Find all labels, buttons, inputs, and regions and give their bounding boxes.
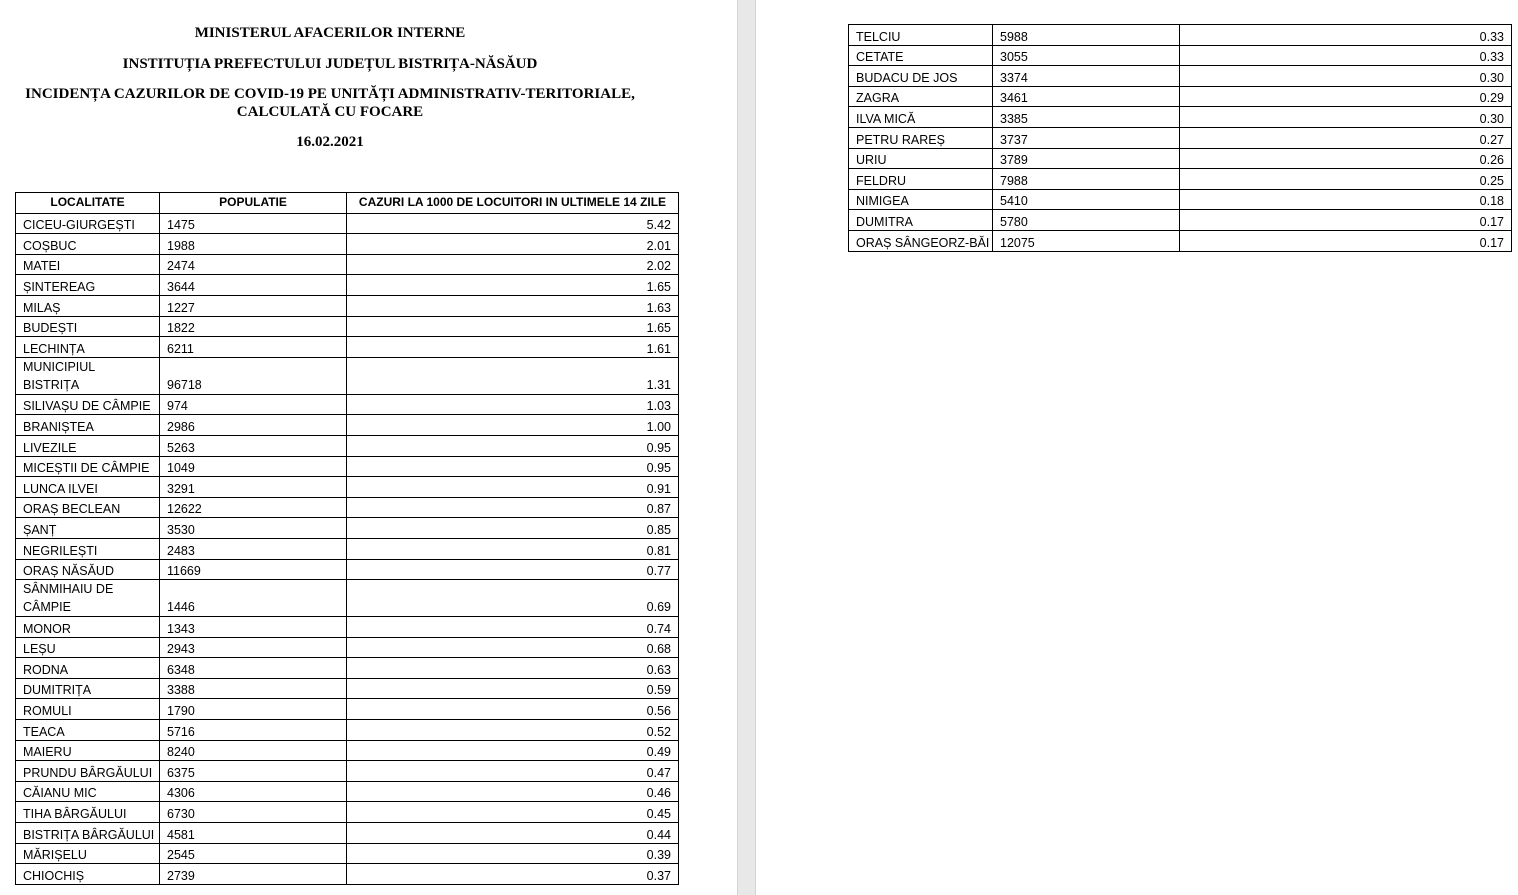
table-row — [16, 234, 679, 255]
cell-cazuri: 0.63 — [347, 658, 679, 679]
table-row — [16, 518, 679, 539]
cell-cazuri: 0.52 — [347, 720, 679, 741]
table-row — [16, 275, 679, 296]
cell-populatie: 2474 — [160, 254, 347, 275]
cell-cazuri: 0.44 — [347, 823, 679, 844]
cell-localitate: ROMULI — [16, 699, 160, 720]
cell-cazuri: 0.69 — [347, 580, 679, 617]
cell-cazuri: 0.81 — [347, 538, 679, 559]
table-row — [849, 230, 1512, 251]
cell-cazuri: 0.87 — [347, 497, 679, 518]
cell-localitate: MUNICIPIUL BISTRIȚA — [16, 357, 160, 394]
cell-populatie: 6348 — [160, 658, 347, 679]
table-row — [16, 637, 679, 658]
column-header-populatie: POPULATIE — [160, 193, 347, 214]
table-row — [849, 127, 1512, 148]
cell-cazuri: 0.25 — [1180, 169, 1512, 190]
table-row — [16, 720, 679, 741]
cell-cazuri: 0.68 — [347, 637, 679, 658]
table-row — [849, 25, 1512, 46]
cell-cazuri: 0.49 — [347, 740, 679, 761]
cell-localitate: MAIERU — [16, 740, 160, 761]
cell-localitate: NIMIGEA — [849, 189, 993, 210]
cell-localitate: PETRU RAREȘ — [849, 127, 993, 148]
cell-cazuri: 0.59 — [347, 678, 679, 699]
cell-cazuri: 0.39 — [347, 843, 679, 864]
cell-cazuri: 0.17 — [1180, 210, 1512, 231]
cell-populatie: 96718 — [160, 357, 347, 394]
table-row — [16, 740, 679, 761]
cell-populatie: 2545 — [160, 843, 347, 864]
cell-populatie: 2943 — [160, 637, 347, 658]
cell-populatie: 11669 — [160, 559, 347, 580]
cell-localitate: ORAȘ SÂNGEORZ-BĂI — [849, 230, 993, 251]
cell-cazuri: 1.65 — [347, 316, 679, 337]
table-row — [849, 189, 1512, 210]
cell-populatie: 1343 — [160, 617, 347, 638]
table-row — [16, 559, 679, 580]
cell-populatie: 4306 — [160, 781, 347, 802]
cell-populatie: 2483 — [160, 538, 347, 559]
cell-localitate: ORAȘ BECLEAN — [16, 497, 160, 518]
table-row — [16, 617, 679, 638]
cell-localitate: CHIOCHIȘ — [16, 864, 160, 885]
table-row — [16, 580, 679, 617]
cell-localitate: MATEI — [16, 254, 160, 275]
cell-localitate: LUNCA ILVEI — [16, 477, 160, 498]
cell-localitate: BRANIȘTEA — [16, 415, 160, 436]
table-row — [16, 761, 679, 782]
cell-cazuri: 0.30 — [1180, 66, 1512, 87]
cell-localitate: BUDEȘTI — [16, 316, 160, 337]
table-row — [16, 781, 679, 802]
cell-populatie: 3385 — [993, 107, 1180, 128]
table-row — [16, 357, 679, 394]
table-row — [16, 823, 679, 844]
cell-cazuri: 0.26 — [1180, 148, 1512, 169]
cell-populatie: 5263 — [160, 435, 347, 456]
heading-ministry: MINISTERUL AFACERILOR INTERNE — [194, 25, 466, 41]
cell-populatie: 1049 — [160, 456, 347, 477]
table-row — [16, 864, 679, 885]
cell-populatie: 1988 — [160, 234, 347, 255]
table-header-row — [16, 193, 679, 214]
table-row — [849, 45, 1512, 66]
cell-localitate: CETATE — [849, 45, 993, 66]
table-row — [16, 538, 679, 559]
table-row — [16, 337, 679, 358]
cell-localitate: ȘANȚ — [16, 518, 160, 539]
cell-cazuri: 0.18 — [1180, 189, 1512, 210]
cell-populatie: 2739 — [160, 864, 347, 885]
cell-localitate: TELCIU — [849, 25, 993, 46]
cell-cazuri: 0.30 — [1180, 107, 1512, 128]
cell-localitate: CICEU-GIURGEȘTI — [16, 213, 160, 234]
table-row — [16, 497, 679, 518]
cell-cazuri: 0.95 — [347, 456, 679, 477]
cell-cazuri: 0.29 — [1180, 86, 1512, 107]
cell-cazuri: 0.17 — [1180, 230, 1512, 251]
table-row — [16, 456, 679, 477]
cell-populatie: 5988 — [993, 25, 1180, 46]
cell-populatie: 6375 — [160, 761, 347, 782]
cell-populatie: 5780 — [993, 210, 1180, 231]
cell-cazuri: 0.46 — [347, 781, 679, 802]
cell-populatie: 6211 — [160, 337, 347, 358]
cell-populatie: 1227 — [160, 295, 347, 316]
cell-cazuri: 5.42 — [347, 213, 679, 234]
cell-localitate: LEȘU — [16, 637, 160, 658]
cell-populatie: 3055 — [993, 45, 1180, 66]
cell-cazuri: 0.27 — [1180, 127, 1512, 148]
cell-localitate: DUMITRIȚA — [16, 678, 160, 699]
cell-cazuri: 0.45 — [347, 802, 679, 823]
cell-populatie: 1790 — [160, 699, 347, 720]
cell-populatie: 3374 — [993, 66, 1180, 87]
column-header-localitate: LOCALITATE — [16, 193, 160, 214]
cell-cazuri: 1.63 — [347, 295, 679, 316]
table-row — [16, 415, 679, 436]
cell-cazuri: 0.95 — [347, 435, 679, 456]
cell-localitate: ORAȘ NĂSĂUD — [16, 559, 160, 580]
heading-title-line1: INCIDENȚA CAZURILOR DE COVID-19 PE UNITĂȚI ADMINISTRATIV-TERITORIALE, — [25, 86, 635, 102]
cell-cazuri: 0.33 — [1180, 45, 1512, 66]
cell-populatie: 5716 — [160, 720, 347, 741]
table-row — [16, 477, 679, 498]
cell-populatie: 1446 — [160, 580, 347, 617]
cell-cazuri: 1.03 — [347, 394, 679, 415]
cell-populatie: 12622 — [160, 497, 347, 518]
table-row — [16, 843, 679, 864]
cell-localitate: MILAȘ — [16, 295, 160, 316]
cell-cazuri: 0.91 — [347, 477, 679, 498]
cell-populatie: 6730 — [160, 802, 347, 823]
cell-populatie: 3644 — [160, 275, 347, 296]
cell-populatie: 5410 — [993, 189, 1180, 210]
cell-localitate: MĂRIȘELU — [16, 843, 160, 864]
cell-localitate: MICEȘTII DE CÂMPIE — [16, 456, 160, 477]
incidence-table-right — [848, 24, 1512, 252]
cell-localitate: ȘINTEREAG — [16, 275, 160, 296]
cell-localitate: URIU — [849, 148, 993, 169]
table-row — [849, 210, 1512, 231]
cell-cazuri: 0.56 — [347, 699, 679, 720]
cell-localitate: NEGRILEȘTI — [16, 538, 160, 559]
cell-populatie: 12075 — [993, 230, 1180, 251]
table-row — [16, 213, 679, 234]
cell-cazuri: 1.00 — [347, 415, 679, 436]
table-row — [849, 148, 1512, 169]
table-row — [16, 658, 679, 679]
table-row — [849, 169, 1512, 190]
cell-populatie: 3530 — [160, 518, 347, 539]
cell-populatie: 8240 — [160, 740, 347, 761]
cell-cazuri: 0.33 — [1180, 25, 1512, 46]
cell-localitate: LECHINȚA — [16, 337, 160, 358]
cell-cazuri: 0.85 — [347, 518, 679, 539]
cell-localitate: DUMITRA — [849, 210, 993, 231]
cell-cazuri: 1.31 — [347, 357, 679, 394]
cell-cazuri: 2.01 — [347, 234, 679, 255]
table-row — [16, 435, 679, 456]
cell-localitate: COȘBUC — [16, 234, 160, 255]
cell-cazuri: 0.74 — [347, 617, 679, 638]
table-row — [16, 254, 679, 275]
cell-cazuri: 0.77 — [347, 559, 679, 580]
cell-populatie: 1822 — [160, 316, 347, 337]
cell-populatie: 3291 — [160, 477, 347, 498]
cell-localitate: SILIVAȘU DE CÂMPIE — [16, 394, 160, 415]
heading-institution: INSTITUȚIA PREFECTULUI JUDEȚUL BISTRIȚA-NĂSĂUD — [122, 56, 538, 72]
cell-localitate: BISTRIȚA BÂRGĂULUI — [16, 823, 160, 844]
cell-localitate: TIHA BÂRGĂULUI — [16, 802, 160, 823]
table-row — [16, 678, 679, 699]
cell-localitate: CĂIANU MIC — [16, 781, 160, 802]
cell-populatie: 3789 — [993, 148, 1180, 169]
cell-cazuri: 2.02 — [347, 254, 679, 275]
cell-localitate: RODNA — [16, 658, 160, 679]
cell-cazuri: 1.61 — [347, 337, 679, 358]
cell-localitate: MONOR — [16, 617, 160, 638]
cell-populatie: 3388 — [160, 678, 347, 699]
table-row — [16, 802, 679, 823]
cell-localitate: PRUNDU BÂRGĂULUI — [16, 761, 160, 782]
page-gutter — [737, 0, 756, 895]
cell-localitate: LIVEZILE — [16, 435, 160, 456]
cell-localitate: BUDACU DE JOS — [849, 66, 993, 87]
cell-localitate: ZAGRA — [849, 86, 993, 107]
table-row — [16, 699, 679, 720]
cell-populatie: 2986 — [160, 415, 347, 436]
incidence-table-left — [15, 192, 679, 885]
cell-cazuri: 0.37 — [347, 864, 679, 885]
cell-populatie: 3461 — [993, 86, 1180, 107]
cell-localitate: TEACA — [16, 720, 160, 741]
table-row — [849, 66, 1512, 87]
table-row — [16, 316, 679, 337]
cell-localitate: SÂNMIHAIU DE CÂMPIE — [16, 580, 160, 617]
column-header-cazuri: CAZURI LA 1000 DE LOCUITORI IN ULTIMELE 14 ZILE — [347, 193, 679, 214]
heading-date: 16.02.2021 — [296, 134, 364, 150]
cell-cazuri: 1.65 — [347, 275, 679, 296]
table-row — [849, 107, 1512, 128]
cell-populatie: 974 — [160, 394, 347, 415]
cell-localitate: ILVA MICĂ — [849, 107, 993, 128]
heading-title-line2: CALCULATĂ CU FOCARE — [236, 104, 424, 120]
table-row — [849, 86, 1512, 107]
cell-populatie: 4581 — [160, 823, 347, 844]
cell-populatie: 7988 — [993, 169, 1180, 190]
cell-populatie: 3737 — [993, 127, 1180, 148]
cell-localitate: FELDRU — [849, 169, 993, 190]
table-row — [16, 295, 679, 316]
cell-populatie: 1475 — [160, 213, 347, 234]
cell-cazuri: 0.47 — [347, 761, 679, 782]
table-row — [16, 394, 679, 415]
